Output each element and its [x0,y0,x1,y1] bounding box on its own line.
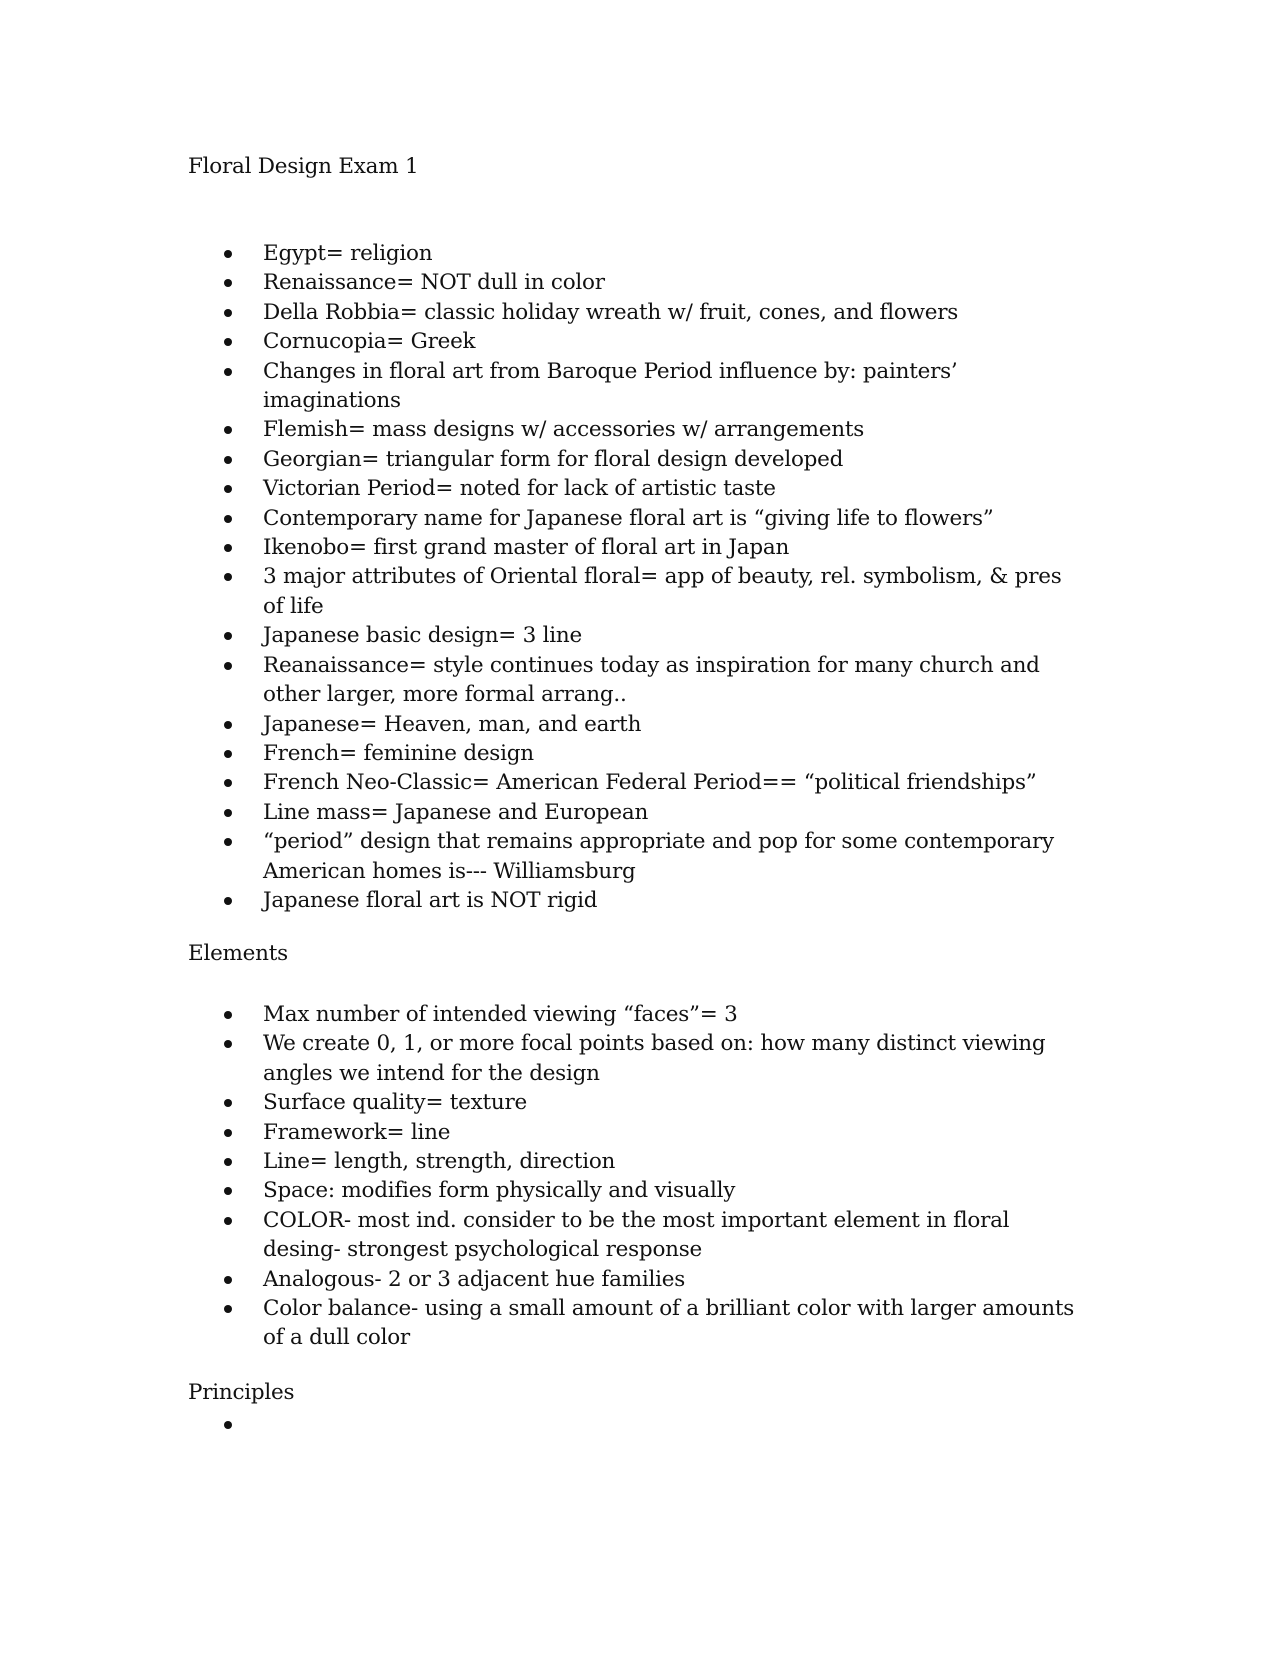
history-list [188,239,1088,915]
list-item-text: Line= length, strength, direction [263,1149,616,1175]
bullet-icon [224,1099,232,1107]
list-item-text: We create 0, 1, or more focal points based on: how many distinct viewing angles we intend for the design [263,1031,1046,1086]
list-item-text: Space: modifies form physically and visually [263,1178,736,1204]
bullet-icon [224,426,232,434]
list-item [188,621,1088,650]
bullet-icon [224,809,232,817]
list-item [188,1147,1088,1176]
bullet-icon [224,1421,232,1429]
list-item-text: Surface quality= texture [263,1090,528,1116]
list-item-text: Flemish= mass designs w/ accessories w/ arrangements [263,417,864,443]
list-item-text: French Neo-Classic= American Federal Period== “political friendships” [263,770,1037,796]
bullet-icon [224,1040,232,1048]
bullet-icon [224,750,232,758]
list-item [188,1118,1088,1147]
bullet-icon [224,1158,232,1166]
list-item [188,651,1088,710]
bullet-icon [224,250,232,258]
elements-heading: Elements [188,941,288,966]
bullet-icon [224,368,232,376]
list-item-text: Japanese basic design= 3 line [263,623,582,649]
list-item [188,798,1088,827]
list-item-text: Victorian Period= noted for lack of artistic taste [263,476,776,502]
bullet-icon [224,779,232,787]
bullet-icon [224,573,232,581]
list-item [188,533,1088,562]
list-item [188,739,1088,768]
bullet-icon [224,721,232,729]
bullet-icon [224,309,232,317]
bullet-icon [224,485,232,493]
bullet-icon [224,632,232,640]
bullet-icon [224,1011,232,1019]
bullet-icon [224,897,232,905]
list-item [188,1088,1088,1117]
list-item-text: Della Robbia= classic holiday wreath w/ fruit, cones, and flowers [263,299,959,325]
list-item [188,445,1088,474]
list-item [188,504,1088,533]
list-item [188,239,1088,268]
list-item-text: COLOR- most ind. consider to be the most important element in floral desing- strongest psychological response [263,1207,1010,1263]
list-item [188,1294,1088,1353]
list-item [188,1176,1088,1205]
list-item [188,298,1088,327]
bullet-icon [224,1217,232,1225]
principles-heading: Principles [188,1380,295,1405]
bullet-icon [224,1305,232,1313]
bullet-icon [224,1187,232,1195]
list-item-text: Changes in floral art from Baroque Period influence by: painters’ imaginations [263,358,958,414]
bullet-icon [224,544,232,552]
list-item-text: Egypt= religion [263,241,433,266]
bullet-icon [224,515,232,523]
list-item [188,562,1088,621]
document-title: Floral Design Exam 1 [188,154,419,179]
list-item-text: Ikenobo= first grand master of floral art in Japan [263,535,790,561]
list-item-text: Framework= line [263,1119,451,1145]
list-item [188,357,1088,416]
list-item-text: Contemporary name for Japanese floral art is “giving life to flowers” [263,505,994,531]
list-item [188,415,1088,444]
bullet-icon [224,1276,232,1284]
list-item-text: Analogous- 2 or 3 adjacent hue families [263,1266,685,1292]
bullet-icon [224,1129,232,1137]
list-item-text: Line mass= Japanese and European [263,799,649,825]
bullet-icon [224,279,232,287]
list-item-text: Japanese floral art is NOT rigid [263,887,598,913]
list-item [188,710,1088,739]
list-item [188,474,1088,503]
list-item-text: Georgian= triangular form for floral design developed [263,446,844,472]
list-item [188,827,1088,886]
list-item [188,1029,1088,1088]
list-item-text: Japanese= Heaven, man, and earth [263,711,642,737]
list-item [188,1000,1088,1029]
list-item-text: Reanaissance= style continues today as inspiration for many church and other larger, more formal arrang.. [263,652,1040,708]
list-item [188,268,1088,297]
elements-list [188,1000,1088,1353]
list-item-text: 3 major attributes of Oriental floral= app of beauty, rel. symbolism, & pres of life [263,564,1062,619]
bullet-icon [224,456,232,464]
list-item [188,768,1088,797]
list-item [188,1265,1088,1294]
bullet-icon [224,338,232,346]
list-item [188,1410,1088,1439]
list-item-text: Color balance- using a small amount of a brilliant color with larger amounts of a dull color [263,1296,1074,1351]
list-item-text: Renaissance= NOT dull in color [263,270,605,296]
bullet-icon [224,838,232,846]
list-item [188,327,1088,356]
list-item-text: “period” design that remains appropriate and pop for some contemporary American homes is--- Williamsburg [263,829,1054,884]
list-item-text: Cornucopia= Greek [263,329,476,355]
principles-list [188,1410,1088,1439]
bullet-icon [224,662,232,670]
list-item [188,886,1088,915]
list-item-text: French= feminine design [263,740,534,766]
list-item-text: Max number of intended viewing “faces”= 3 [263,1002,738,1027]
list-item [188,1206,1088,1265]
